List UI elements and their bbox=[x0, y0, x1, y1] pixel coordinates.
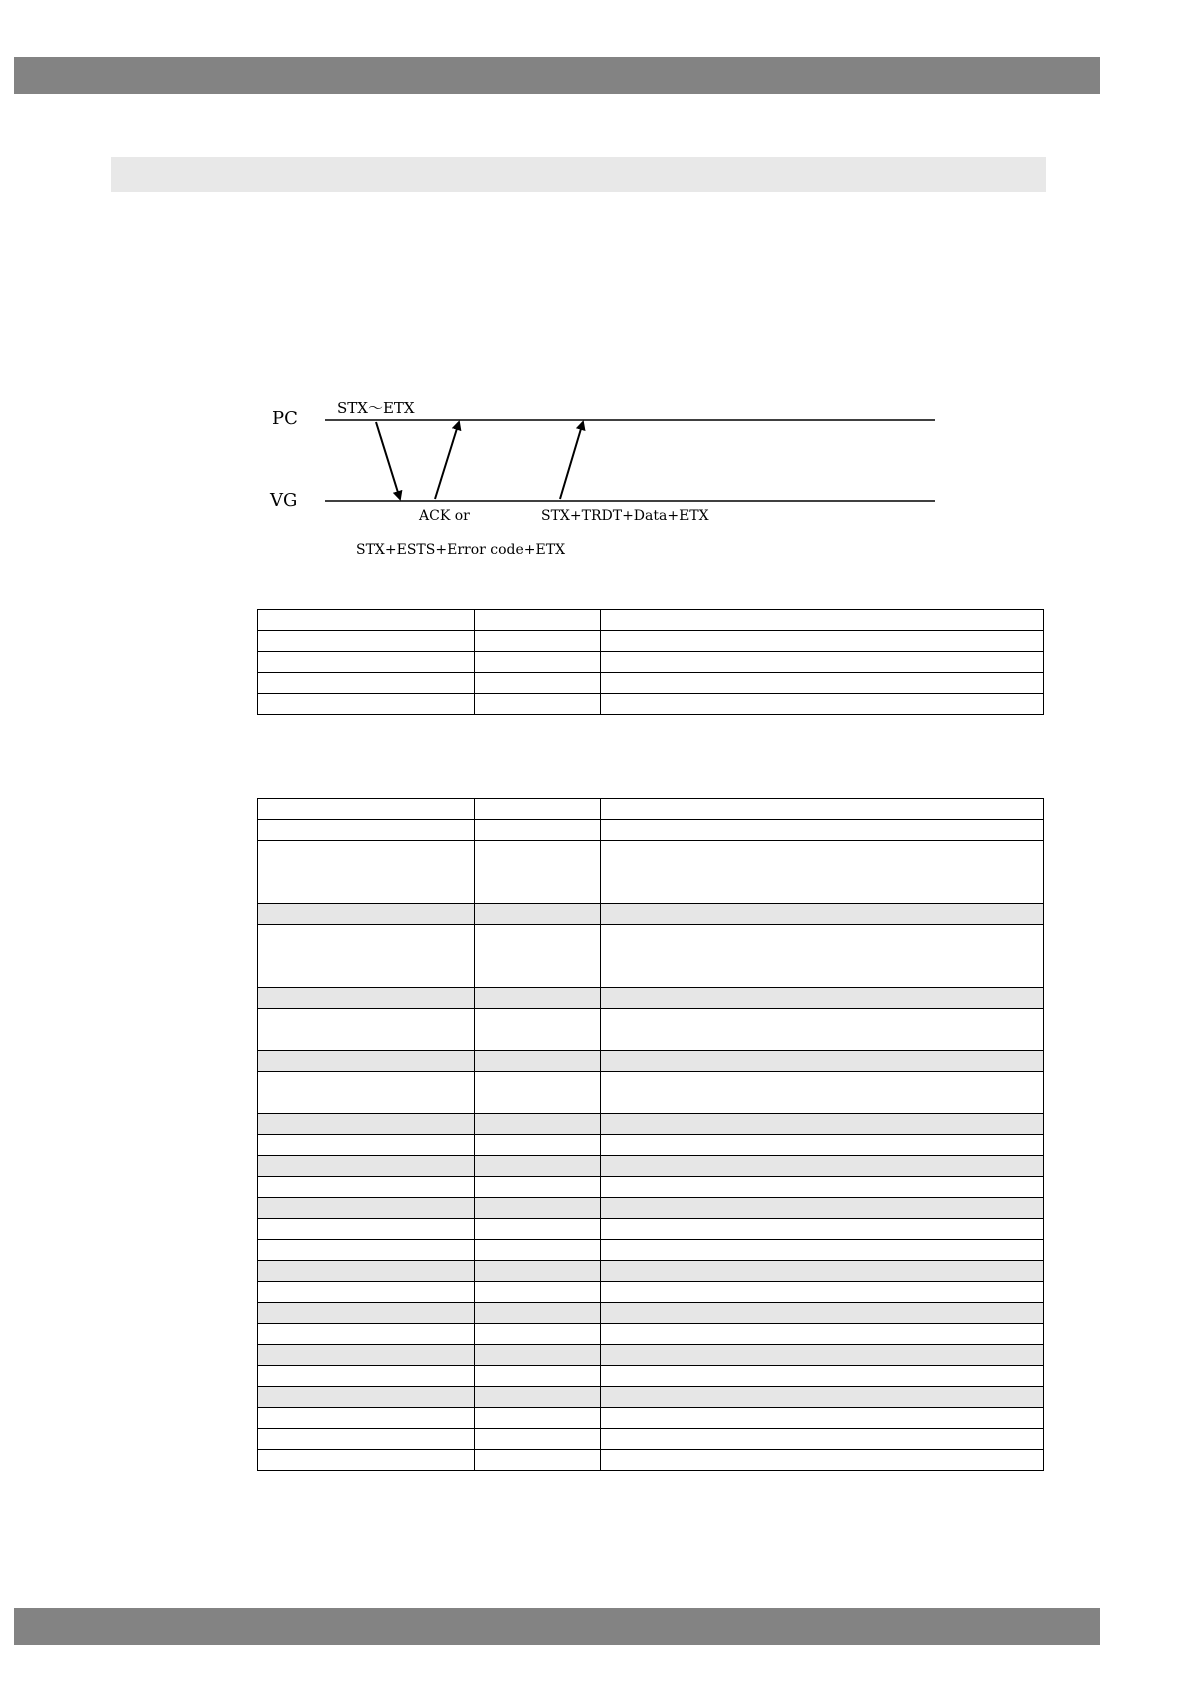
table-cell bbox=[258, 1450, 475, 1471]
footer-bar bbox=[14, 1608, 1100, 1645]
response-label: STX+TRDT+Data+ETX bbox=[541, 508, 709, 524]
table-cell bbox=[601, 1219, 1044, 1240]
table-cell bbox=[475, 904, 601, 925]
table-row bbox=[258, 652, 1044, 673]
table-row bbox=[258, 673, 1044, 694]
table-cell bbox=[601, 1177, 1044, 1198]
table-cell bbox=[475, 673, 601, 694]
table-cell bbox=[601, 1450, 1044, 1471]
table-cell bbox=[601, 1198, 1044, 1219]
table-top-body bbox=[258, 610, 1044, 715]
table-row bbox=[258, 610, 1044, 631]
table-cell bbox=[601, 1114, 1044, 1135]
ack-arrow bbox=[435, 422, 459, 499]
table-cell bbox=[601, 1156, 1044, 1177]
table-cell bbox=[258, 631, 475, 652]
table-cell bbox=[601, 1345, 1044, 1366]
table-row bbox=[258, 1156, 1044, 1177]
table-cell bbox=[601, 1366, 1044, 1387]
table-cell bbox=[601, 1324, 1044, 1345]
table-cell bbox=[258, 1429, 475, 1450]
table-cell bbox=[258, 610, 475, 631]
table-row bbox=[258, 1303, 1044, 1324]
table-cell bbox=[601, 820, 1044, 841]
table-cell bbox=[601, 841, 1044, 904]
table-cell bbox=[258, 925, 475, 988]
table-cell bbox=[601, 631, 1044, 652]
table-cell bbox=[475, 1366, 601, 1387]
table-cell bbox=[475, 1429, 601, 1450]
table-row bbox=[258, 1366, 1044, 1387]
table-cell bbox=[475, 694, 601, 715]
table-cell bbox=[475, 1219, 601, 1240]
table-row bbox=[258, 1219, 1044, 1240]
table-cell bbox=[601, 988, 1044, 1009]
table-cell bbox=[475, 841, 601, 904]
table-cell bbox=[258, 1324, 475, 1345]
table-cell bbox=[601, 1387, 1044, 1408]
table-cell bbox=[258, 1051, 475, 1072]
table-row bbox=[258, 1051, 1044, 1072]
table-cell bbox=[258, 694, 475, 715]
table-row bbox=[258, 799, 1044, 820]
table-cell bbox=[475, 799, 601, 820]
table-cell bbox=[258, 1303, 475, 1324]
table-cell bbox=[601, 610, 1044, 631]
table-row bbox=[258, 1198, 1044, 1219]
table-cell bbox=[258, 1219, 475, 1240]
table-row bbox=[258, 1114, 1044, 1135]
table-cell bbox=[475, 1177, 601, 1198]
section-heading-band bbox=[111, 157, 1046, 192]
table-cell bbox=[475, 1450, 601, 1471]
sequence-diagram-svg bbox=[260, 390, 950, 565]
table-cell bbox=[601, 1009, 1044, 1051]
table-cell bbox=[475, 1261, 601, 1282]
table-row bbox=[258, 1261, 1044, 1282]
send-arrow bbox=[376, 422, 400, 499]
header-bar bbox=[14, 57, 1100, 94]
table-cell bbox=[475, 1408, 601, 1429]
table-cell bbox=[258, 1114, 475, 1135]
table-cell bbox=[475, 1009, 601, 1051]
table-cell bbox=[601, 673, 1044, 694]
table-row bbox=[258, 631, 1044, 652]
table-row bbox=[258, 1408, 1044, 1429]
table-cell bbox=[601, 1051, 1044, 1072]
table-cell bbox=[258, 1387, 475, 1408]
ack-label: ACK or bbox=[419, 508, 470, 524]
table-cell bbox=[601, 799, 1044, 820]
table-row bbox=[258, 820, 1044, 841]
table-row bbox=[258, 1387, 1044, 1408]
table-cell bbox=[475, 820, 601, 841]
table-cell bbox=[601, 652, 1044, 673]
command-table-bottom bbox=[257, 798, 1044, 1471]
table-row bbox=[258, 1345, 1044, 1366]
table-cell bbox=[258, 1345, 475, 1366]
table-cell bbox=[475, 610, 601, 631]
table-cell bbox=[601, 1429, 1044, 1450]
table-cell bbox=[258, 988, 475, 1009]
table-cell bbox=[475, 1198, 601, 1219]
table-bottom-body bbox=[258, 799, 1044, 1471]
table-cell bbox=[601, 694, 1044, 715]
table-cell bbox=[258, 841, 475, 904]
table-cell bbox=[258, 1408, 475, 1429]
table-cell bbox=[475, 631, 601, 652]
communication-sequence-diagram bbox=[260, 390, 950, 565]
table-cell bbox=[475, 1240, 601, 1261]
table-row bbox=[258, 988, 1044, 1009]
vg-label: VG bbox=[270, 490, 298, 511]
table-row bbox=[258, 1429, 1044, 1450]
table-cell bbox=[258, 1009, 475, 1051]
table-cell bbox=[601, 1303, 1044, 1324]
error-response-label: STX+ESTS+Error code+ETX bbox=[356, 542, 566, 558]
table-cell bbox=[601, 1282, 1044, 1303]
table-cell bbox=[258, 820, 475, 841]
table-row bbox=[258, 904, 1044, 925]
table-cell bbox=[601, 925, 1044, 988]
table-cell bbox=[601, 1261, 1044, 1282]
table-row bbox=[258, 1450, 1044, 1471]
table-cell bbox=[475, 1114, 601, 1135]
table-cell bbox=[258, 673, 475, 694]
table-row bbox=[258, 1009, 1044, 1051]
table-cell bbox=[601, 1240, 1044, 1261]
table-cell bbox=[475, 1135, 601, 1156]
table-cell bbox=[475, 652, 601, 673]
table-cell bbox=[475, 1051, 601, 1072]
table-cell bbox=[258, 1282, 475, 1303]
pc-label: PC bbox=[272, 408, 298, 429]
table-cell bbox=[475, 925, 601, 988]
table-cell bbox=[258, 1261, 475, 1282]
table-row bbox=[258, 1240, 1044, 1261]
table-row bbox=[258, 841, 1044, 904]
table-row bbox=[258, 1072, 1044, 1114]
table-cell bbox=[475, 1156, 601, 1177]
table-cell bbox=[475, 1072, 601, 1114]
send-label: STX～ETX bbox=[337, 399, 415, 417]
table-row bbox=[258, 1135, 1044, 1156]
table-cell bbox=[258, 1072, 475, 1114]
table-cell bbox=[258, 1366, 475, 1387]
table-cell bbox=[475, 1324, 601, 1345]
command-table-top bbox=[257, 609, 1044, 715]
table-row bbox=[258, 1177, 1044, 1198]
table-cell bbox=[475, 1345, 601, 1366]
response-arrow bbox=[560, 422, 583, 499]
table-cell bbox=[601, 904, 1044, 925]
table-cell bbox=[601, 1072, 1044, 1114]
table-cell bbox=[258, 652, 475, 673]
table-cell bbox=[475, 988, 601, 1009]
table-cell bbox=[258, 1156, 475, 1177]
table-cell bbox=[475, 1303, 601, 1324]
table-cell bbox=[258, 1177, 475, 1198]
table-cell bbox=[258, 1135, 475, 1156]
table-cell bbox=[258, 799, 475, 820]
table-cell bbox=[601, 1408, 1044, 1429]
table-cell bbox=[475, 1387, 601, 1408]
table-row bbox=[258, 925, 1044, 988]
table-row bbox=[258, 694, 1044, 715]
table-cell bbox=[258, 904, 475, 925]
table-row bbox=[258, 1324, 1044, 1345]
table-row bbox=[258, 1282, 1044, 1303]
table-cell bbox=[258, 1198, 475, 1219]
table-cell bbox=[475, 1282, 601, 1303]
table-cell bbox=[601, 1135, 1044, 1156]
table-cell bbox=[258, 1240, 475, 1261]
